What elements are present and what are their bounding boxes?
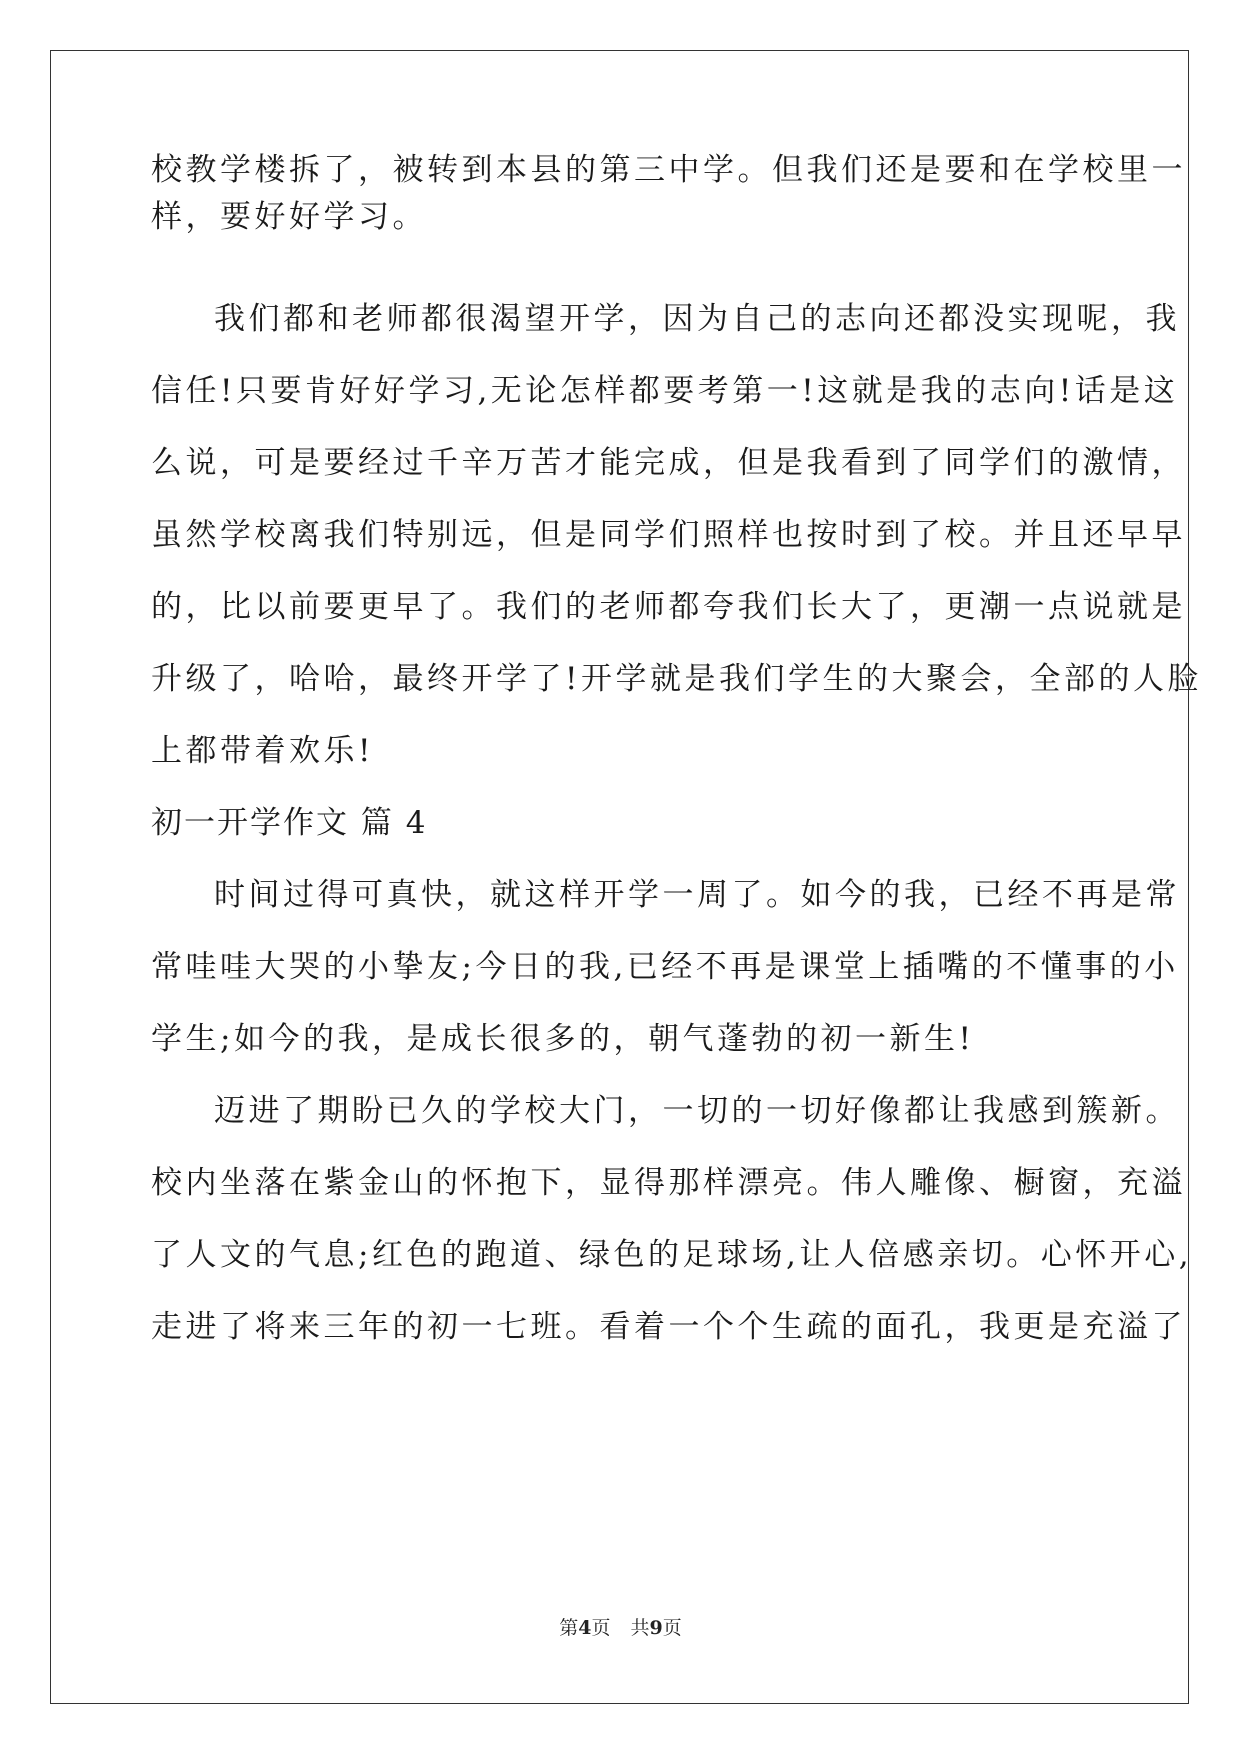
page-prefix: 第 bbox=[559, 1617, 579, 1639]
total-unit: 页 bbox=[662, 1617, 682, 1639]
text-line: 么说，可是要经过千辛万苦才能完成，但是我看到了同学们的激情， bbox=[151, 445, 1186, 481]
text-line: 的，比以前要更早了。我们的老师都夸我们长大了，更潮一点说就是 bbox=[151, 589, 1186, 625]
paragraph-first-line: 迈进了期盼已久的学校大门，一切的一切好像都让我感到簇新。 bbox=[214, 1093, 1180, 1129]
paragraph-first-line: 我们都和老师都很渴望开学，因为自己的志向还都没实现呢，我 bbox=[214, 301, 1180, 337]
text-line: 上都带着欢乐! bbox=[151, 733, 374, 769]
text-line: 学生;如今的我，是成长很多的，朝气蓬勃的初一新生! bbox=[151, 1021, 975, 1057]
total-prefix: 共 bbox=[630, 1617, 650, 1639]
text-line: 校教学楼拆了，被转到本县的第三中学。但我们还是要和在学校里一 bbox=[151, 152, 1186, 188]
text-line: 走进了将来三年的初一七班。看着一个个生疏的面孔，我更是充溢了 bbox=[151, 1309, 1186, 1345]
paragraph-first-line: 时间过得可真快，就这样开学一周了。如今的我，已经不再是常 bbox=[214, 877, 1180, 913]
text-line: 常哇哇大哭的小挚友;今日的我,已经不再是课堂上插嘴的不懂事的小 bbox=[151, 949, 1179, 985]
page-footer bbox=[0, 1616, 1241, 1640]
page-unit: 页 bbox=[591, 1617, 611, 1639]
total-page-count: 9 bbox=[649, 1617, 663, 1639]
text-line: 样，要好好学习。 bbox=[151, 199, 427, 235]
text-line: 校内坐落在紫金山的怀抱下，显得那样漂亮。伟人雕像、橱窗，充溢 bbox=[151, 1165, 1186, 1201]
text-line: 虽然学校离我们特别远，但是同学们照样也按时到了校。并且还早早 bbox=[151, 517, 1186, 553]
text-line: 了人文的气息;红色的跑道、绿色的足球场,让人倍感亲切。心怀开心, bbox=[151, 1237, 1193, 1273]
current-page-number: 4 bbox=[578, 1617, 592, 1639]
text-line: 升级了，哈哈，最终开学了!开学就是我们学生的大聚会，全部的人脸 bbox=[151, 661, 1202, 697]
text-line: 信任!只要肯好好学习,无论怎样都要考第一!这就是我的志向!话是这 bbox=[151, 373, 1179, 409]
section-heading: 初一开学作文 篇 4 bbox=[151, 805, 428, 841]
